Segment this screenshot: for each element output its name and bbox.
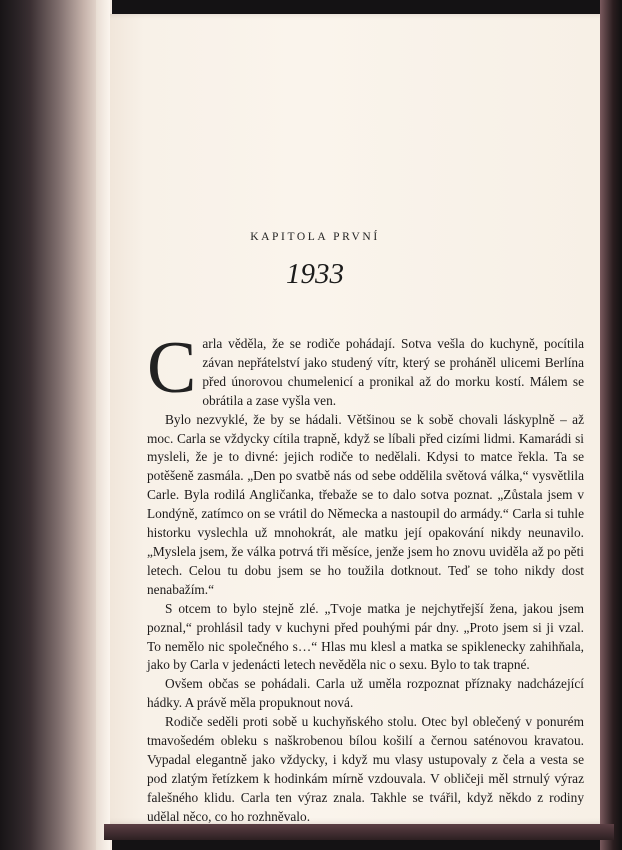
- chapter-title: 1933: [286, 258, 344, 290]
- paragraph-4: Ovšem občas se pohádali. Carla už uměla rozpoznat příznaky nadcházející hádky. A právě měla propuknout nová.: [147, 676, 584, 711]
- paragraph-5: Rodiče seděli proti sobě u kuchyňského stolu. Otec byl oblečený v ponurém tmavošedém obleku s naškrobenou bílou košilí a černou saténovou kravatou. Vypadal elegantně jako vždycky, i když mu vlasy ustupovaly z čela a vesta se pod zlatým řetízkem k hodinkám mírně vzdouvala. V obličeji měl strnulý výraz falešného klidu. Carla ten výraz znala. Takhle se tvářil, když někdo z rodiny udělal něco, co ho rozhněvalo.: [147, 714, 584, 824]
- paragraph-2: Bylo nezvyklé, že by se hádali. Většinou se k sobě chovali láskyplně – až moc. Carla se vždycky cítila trapně, když se líbali před cizími lidmi. Kamarádi si mysleli, že je to divné: jejich rodiče to nedělali. Kdysi to matce řekla. Ta se potěšeně zasmála. „Den po svatbě nás od sebe oddělila světová válka,“ vysvětlila Carle. Byla rodilá Angličanka, třebaže se to dalo sotva poznat. „Zůstala jsem v Londýně, zatímco on se vrátil do Německa a nastoupil do armády.“ Carla si tuhle historku vyslechla už mnohokrát, ale matku její opakování nikdy neunavilo. „Myslela jsem, že válka potrvá tři měsíce, jenže jsem ho znovu uviděla až po pěti letech. Celou tu dobu jsem se ho toužila dotknout. Teď se toho nikdy dost nenabažím.“: [147, 411, 584, 597]
- paragraph-3: S otcem to bylo stejně zlé. „Tvoje matka je nejchytřejší žena, jakou jsem poznal,“ prohlásil tady v kuchyni před pouhými pár dny. „Proto jsem si ji vzal. To nemělo nic společného s…“ Hlas mu klesl a matka se spiklenecky zahihňala, jako by Carla v jedenácti letech nevěděla nic o sexu. Bylo to tak trapné.: [147, 600, 584, 673]
- chapter-body: [147, 327, 584, 827]
- page-gutter: [96, 0, 110, 850]
- book-edge-right: [600, 0, 622, 850]
- paragraph-1-text: arla věděla, že se rodiče pohádají. Sotva vešla do kuchyně, pocítila závan nepřátelství jako studený vítr, který se proháněl ulicemi Berlína před únorovou chumelenicí a pronikal až do morku kostí. Málem se obrátila a zase vyšla ven.: [202, 336, 584, 408]
- drop-cap: C: [147, 327, 197, 409]
- paragraph-1: [147, 327, 584, 411]
- chapter-label: KAPITOLA PRVNÍ: [250, 231, 380, 243]
